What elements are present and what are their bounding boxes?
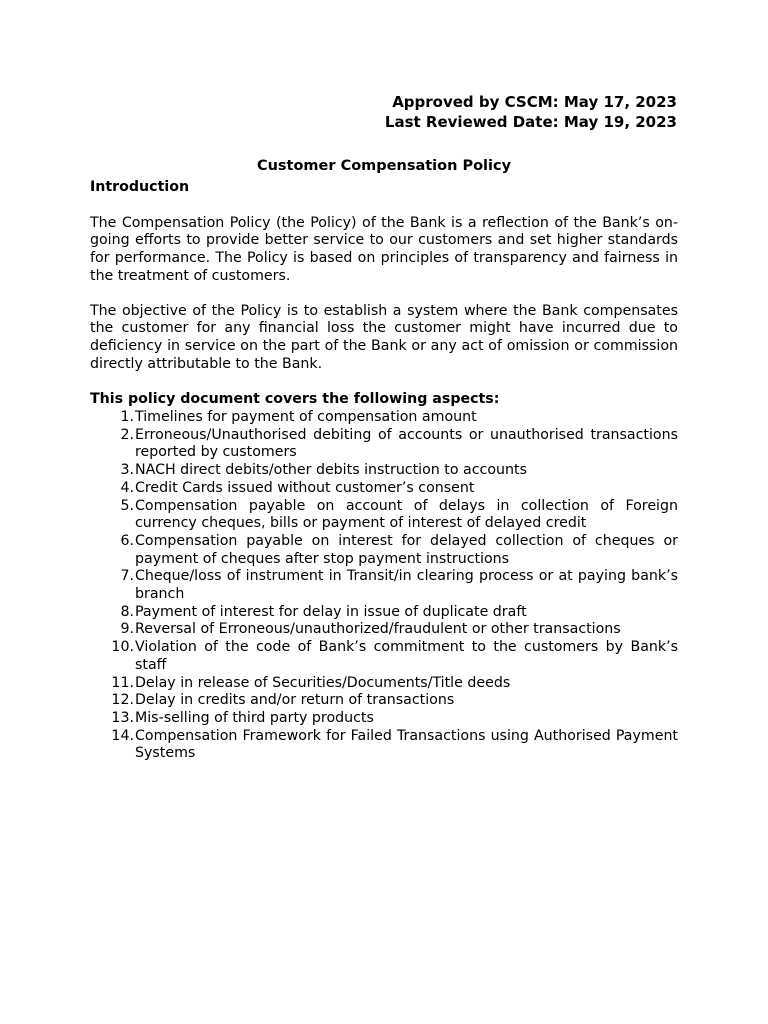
approval-block <box>385 92 677 132</box>
list-item-number: 5. <box>120 497 134 514</box>
list-item-number: 6. <box>120 532 134 549</box>
approved-by-line: Approved by CSCM: May 17, 2023 <box>392 93 677 111</box>
list-item-text: Compensation Framework for Failed Transactions using Authorised Payment Systems <box>135 727 678 762</box>
list-item-number: 1. <box>120 409 134 426</box>
list-item <box>90 427 678 462</box>
document-title: Customer Compensation Policy <box>256 158 512 174</box>
last-reviewed-line: Last Reviewed Date: May 19, 2023 <box>384 113 677 131</box>
list-item-number: 10. <box>111 639 134 656</box>
list-item <box>90 533 678 568</box>
list-item-text: NACH direct debits/other debits instruction to accounts <box>135 462 527 479</box>
list-item-number: 4. <box>120 479 134 496</box>
list-item <box>90 728 678 763</box>
list-item <box>90 692 678 710</box>
list-item <box>90 480 678 498</box>
list-item-text: Compensation payable on account of delays in collection of Foreign currency cheques, bills or payment of interest of delayed credit <box>135 497 678 532</box>
list-item-number: 8. <box>120 603 134 620</box>
aspects-heading: This policy document covers the following aspects: <box>90 391 500 408</box>
list-item-text: Cheque/loss of instrument in Transit/in clearing process or at paying bank’s branch <box>135 568 678 603</box>
aspects-list <box>90 409 678 763</box>
list-item <box>90 409 678 427</box>
list-item <box>90 710 678 728</box>
list-item-number: 11. <box>111 674 134 691</box>
list-item-number: 3. <box>120 462 134 479</box>
objective-paragraph: The objective of the Policy is to establish a system where the Bank compensates the customer for any financial loss the customer might have incurred due to deficiency in service on the part of the Bank or any act of omission or commission directly attributable to the Bank. <box>90 302 678 372</box>
list-item <box>90 498 678 533</box>
list-item-number: 12. <box>111 692 134 709</box>
list-item-number: 14. <box>111 727 134 744</box>
list-item <box>90 568 678 603</box>
list-item-text: Credit Cards issued without customer’s consent <box>135 479 475 496</box>
list-item-text: Compensation payable on interest for delayed collection of cheques or payment of cheques after stop payment instructions <box>135 532 678 567</box>
list-item-number: 9. <box>120 621 134 638</box>
list-item-text: Payment of interest for delay in issue of duplicate draft <box>135 603 527 620</box>
list-item-number: 13. <box>111 709 134 726</box>
intro-paragraph: The Compensation Policy (the Policy) of the Bank is a reflection of the Bank’s on-going efforts to provide better service to our customers and set higher standards for performance. The Policy is based on principles of transparency and fairness in the treatment of customers. <box>90 214 678 284</box>
list-item-text: Delay in credits and/or return of transactions <box>135 692 455 709</box>
list-item-text: Violation of the code of Bank’s commitment to the customers by Bank’s staff <box>135 639 678 673</box>
list-item-text: Reversal of Erroneous/unauthorized/fraudulent or other transactions <box>135 621 621 638</box>
list-item <box>90 621 678 639</box>
list-item-number: 7. <box>120 568 134 585</box>
list-item-text: Delay in release of Securities/Documents/Title deeds <box>135 674 511 691</box>
list-item <box>90 604 678 622</box>
list-item-number: 2. <box>120 426 134 443</box>
list-item-text: Timelines for payment of compensation amount <box>135 409 477 426</box>
document-body <box>90 179 678 763</box>
list-item <box>90 462 678 480</box>
list-item-text: Mis-selling of third party products <box>135 709 374 726</box>
introduction-heading: Introduction <box>90 179 190 195</box>
list-item-text: Erroneous/Unauthorised debiting of accounts or unauthorised transactions reported by customers <box>135 426 678 461</box>
list-item <box>90 675 678 693</box>
list-item <box>90 639 678 674</box>
